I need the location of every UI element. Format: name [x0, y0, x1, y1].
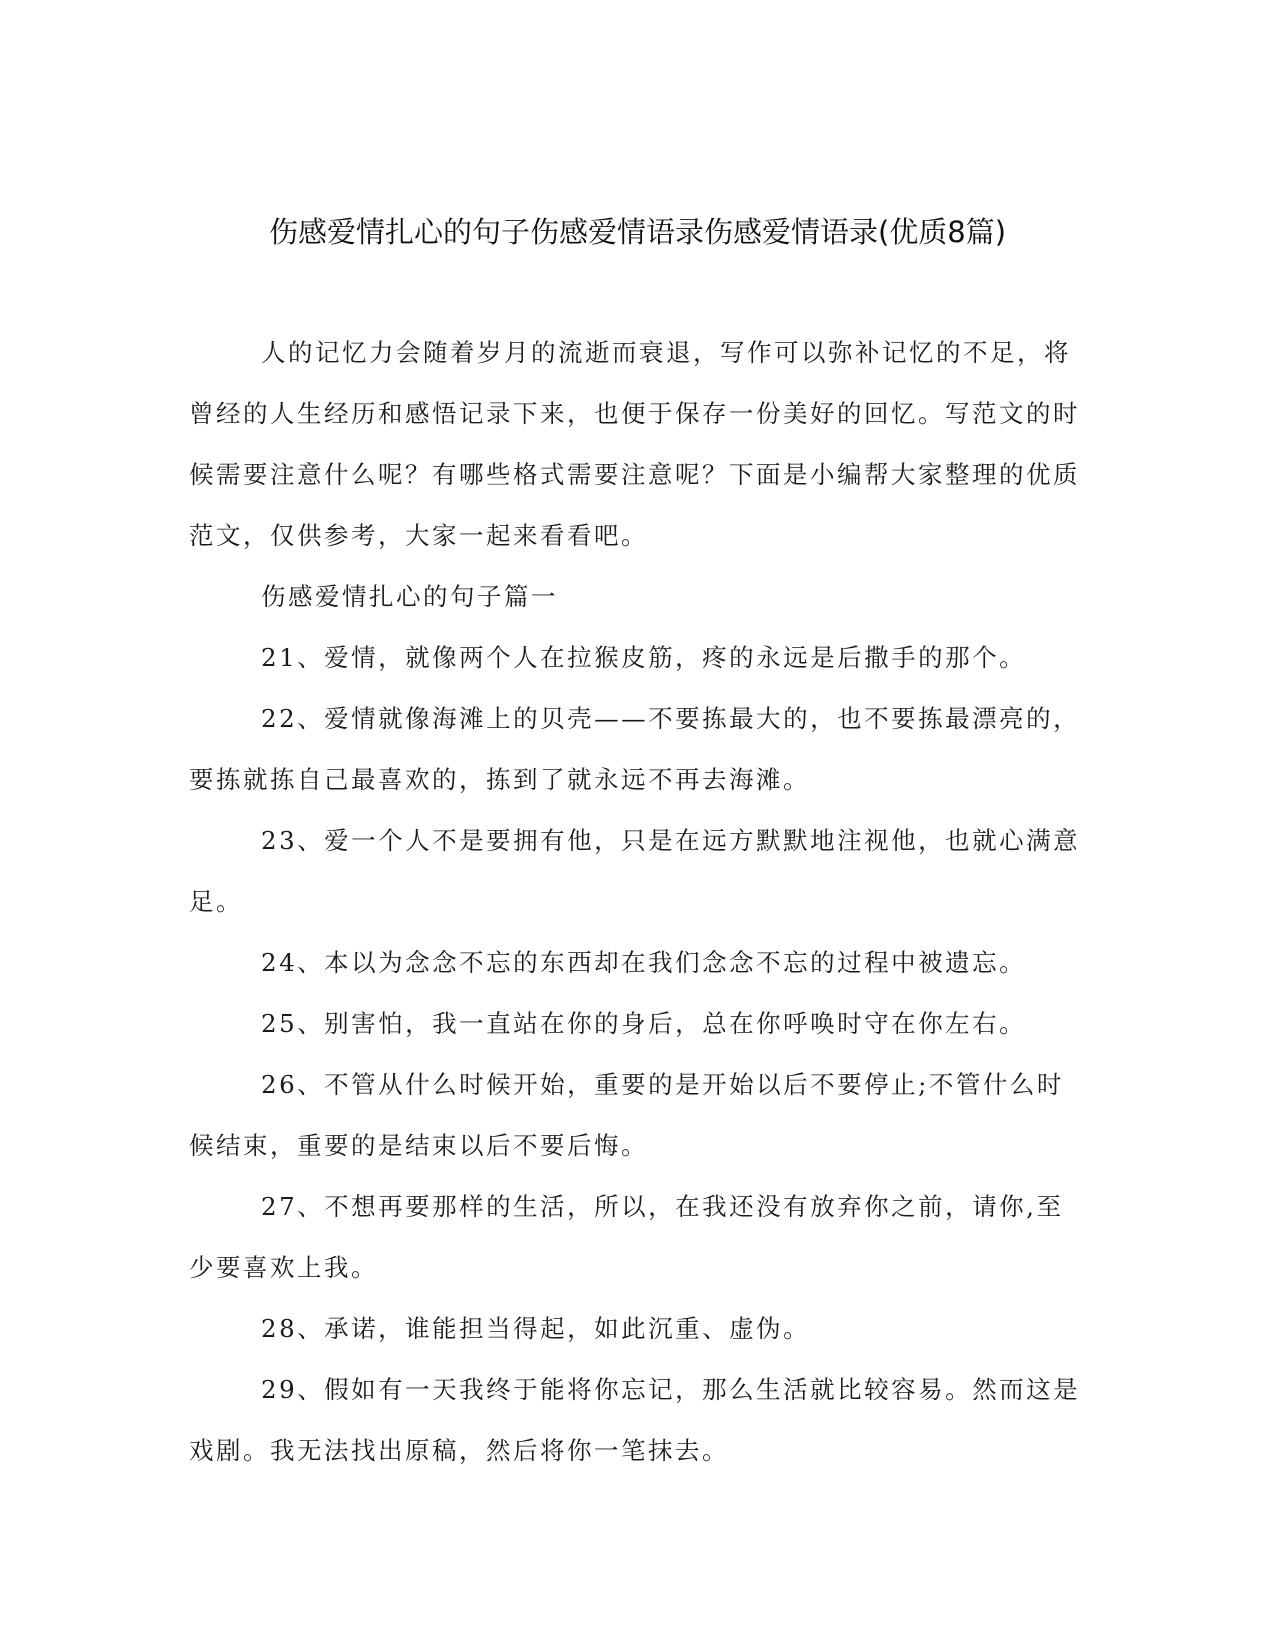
list-item: 22、爱情就像海滩上的贝壳——不要拣最大的，也不要拣最漂亮的，要拣就拣自己最喜欢的，拣到了就永远不再去海滩。 [189, 704, 1081, 794]
section-heading: 伤感爱情扎心的句子篇一 [261, 582, 558, 611]
list-item: 24、本以为念念不忘的东西却在我们念念不忘的过程中被遗忘。 [261, 948, 1027, 977]
list-item: 25、别害怕，我一直站在你的身后，总在你呼唤时守在你左右。 [261, 1009, 1027, 1038]
list-item: 28、承诺，谁能担当得起，如此沉重、虚伪。 [261, 1314, 811, 1343]
document-body [189, 322, 1085, 1481]
list-item: 21、爱情，就像两个人在拉猴皮筋，疼的永远是后撒手的那个。 [261, 643, 1027, 672]
list-item: 29、假如有一天我终于能将你忘记，那么生活就比较容易。然而这是戏剧。我无法找出原稿，然后将你一笔抹去。 [189, 1375, 1081, 1465]
intro-paragraph: 人的记忆力会随着岁月的流逝而衰退，写作可以弥补记忆的不足，将曾经的人生经历和感悟记录下来，也便于保存一份美好的回忆。写范文的时候需要注意什么呢？有哪些格式需要注意呢？下面是小编帮大家整理的优质范文，仅供参考，大家一起来看看吧。 [189, 338, 1080, 550]
list-item: 26、不管从什么时候开始，重要的是开始以后不要停止;不管什么时候结束，重要的是结束以后不要后悔。 [189, 1070, 1064, 1160]
document-title: 伤感爱情扎心的句子伤感爱情语录伤感爱情语录(优质8篇) [268, 215, 1007, 249]
list-item: 27、不想再要那样的生活，所以，在我还没有放弃你之前，请你,至少要喜欢上我。 [189, 1192, 1064, 1282]
list-item: 23、爱一个人不是要拥有他，只是在远方默默地注视他，也就心满意足。 [189, 826, 1081, 916]
